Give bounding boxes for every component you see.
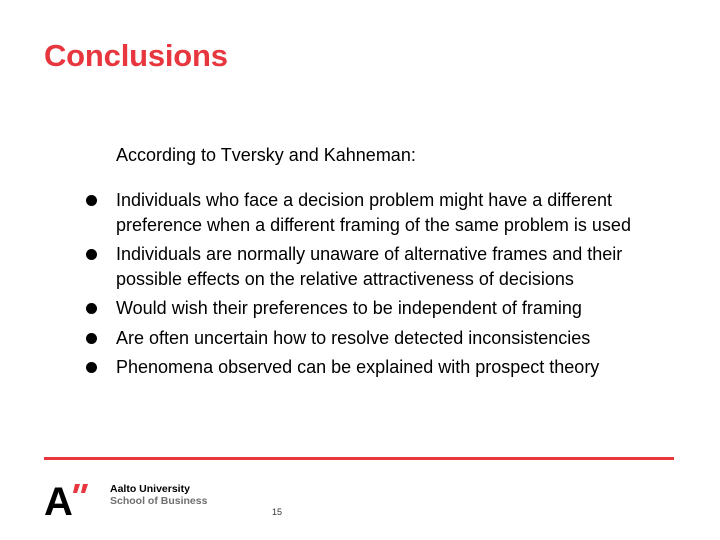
bullet-icon bbox=[86, 333, 97, 344]
bullet-text: Phenomena observed can be explained with prospect theory bbox=[116, 357, 600, 377]
bullet-text: Would wish their preferences to be independent of framing bbox=[116, 298, 582, 318]
bullet-icon bbox=[86, 362, 97, 373]
logo-line-school: School of Business bbox=[110, 495, 208, 507]
aalto-logo-icon bbox=[44, 482, 100, 516]
bullet-text: Individuals who face a decision problem might have a different preference when a different framing of the same problem is used bbox=[116, 190, 631, 235]
bullet-text: Individuals are normally unaware of alternative frames and their possible effects on the relative attractiveness of decisions bbox=[116, 244, 623, 289]
bullet-item bbox=[86, 242, 686, 291]
footer-divider bbox=[44, 457, 674, 460]
intro-text: According to Tversky and Kahneman: bbox=[116, 145, 416, 165]
bullet-text: Are often uncertain how to resolve detected inconsistencies bbox=[116, 327, 591, 348]
bullet-icon bbox=[86, 303, 97, 314]
bullet-item bbox=[86, 355, 686, 380]
bullet-list bbox=[86, 188, 686, 385]
bullet-item bbox=[86, 188, 686, 237]
logo-letter: A bbox=[44, 482, 73, 516]
logo-text bbox=[110, 483, 207, 507]
bullet-item bbox=[86, 326, 686, 351]
logo-quote-mark bbox=[73, 484, 88, 493]
logo-line-university: Aalto University bbox=[110, 483, 190, 495]
page-number: 15 bbox=[271, 507, 282, 517]
slide-title: Conclusions bbox=[44, 38, 228, 73]
bullet-icon bbox=[86, 249, 97, 260]
bullet-icon bbox=[86, 195, 97, 206]
bullet-item bbox=[86, 296, 686, 321]
